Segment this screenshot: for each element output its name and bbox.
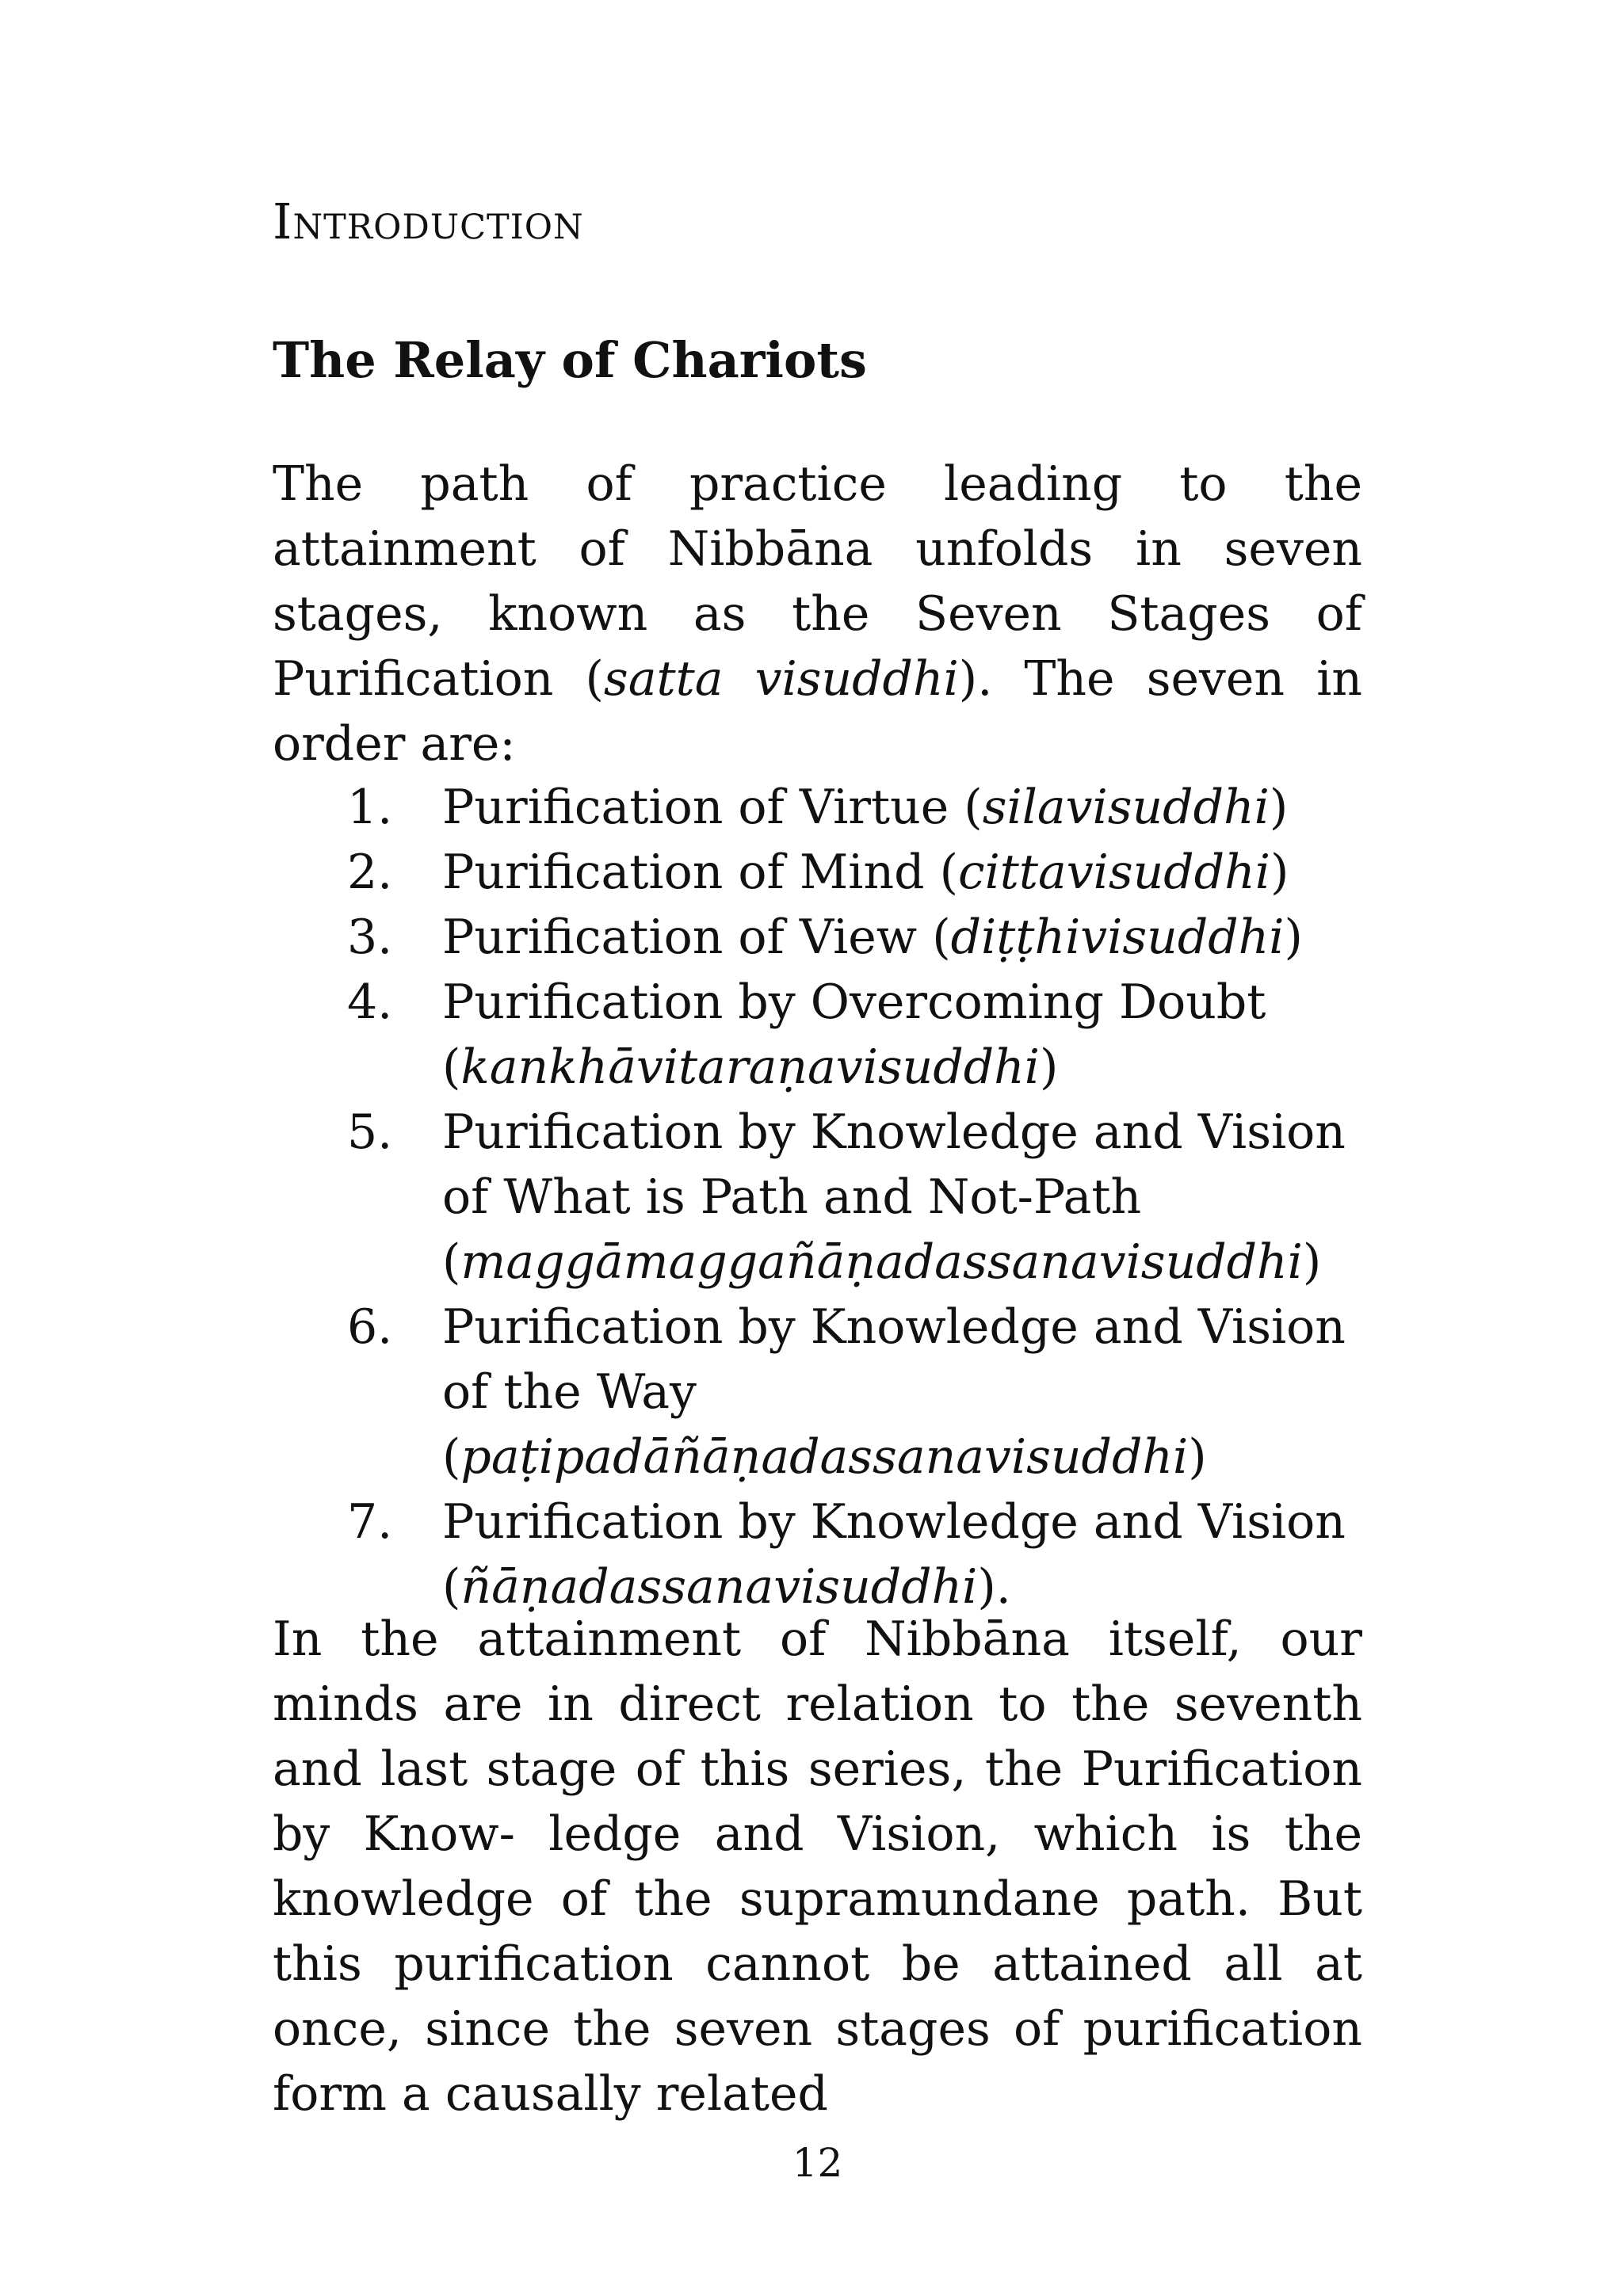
list-item-text: Purification by Knowledge and Vision ( — [442, 1494, 1346, 1615]
list-item-number: 6. — [347, 1299, 393, 1355]
list-item — [273, 905, 1362, 970]
list-item-term: diṭṭhivisuddhi — [950, 910, 1285, 965]
list-item-text: Purification by Knowledge and Vision of the Way ( — [442, 1299, 1346, 1485]
book-page — [273, 0, 1362, 2296]
list-item-term: paṭipadāñāṇadassanavisuddhi — [460, 1429, 1189, 1485]
list-item-term: cittavisuddhi — [957, 845, 1270, 900]
intro-paragraph — [273, 452, 1362, 776]
list-item-term: silavisuddhi — [982, 780, 1270, 835]
intro-text-a: The path of practice leading to the attainment of Nibbāna unfolds in seven stages, known as the Seven Stages of Purification ( — [273, 456, 1362, 707]
list-item-number: 4. — [347, 974, 393, 1030]
list-item — [273, 840, 1362, 905]
list-item — [273, 1100, 1362, 1295]
list-item-term: ñāṇadassanavisuddhi — [460, 1559, 978, 1615]
list-item-text: Purification of Virtue ( — [442, 780, 983, 835]
list-item-close: ) — [1269, 780, 1289, 835]
body-paragraph: In the attainment of Nibbāna itself, our minds are in direct relation to the seventh and last stage of this series, the Purification by Know- ledge and Vision, which is the knowledge of the supramundane path. But this purification cannot be attained all at once, since the seven stages of purification form a causally related — [273, 1611, 1362, 2122]
list-item-text: Purification by Overcoming Doubt ( — [442, 974, 1266, 1095]
intro-text-b: ). The seven in order are: — [273, 651, 1363, 772]
list-item-number: 2. — [347, 845, 393, 900]
list-item — [273, 775, 1362, 840]
list-item-number: 3. — [347, 910, 393, 965]
list-item — [273, 970, 1362, 1100]
page-number: 12 — [792, 2140, 843, 2186]
list-item — [273, 1489, 1362, 1619]
purification-list — [273, 775, 1362, 1619]
list-item-number: 7. — [347, 1494, 393, 1550]
list-item-close: ) — [1270, 845, 1289, 900]
list-item-term: maggāmaggañāṇadassanavisuddhi — [460, 1234, 1303, 1290]
list-item-close: ) — [1188, 1429, 1207, 1485]
list-item-close: ) — [1039, 1039, 1059, 1095]
list-item-term: kankhāvitaraṇavisuddhi — [460, 1039, 1040, 1095]
list-item-text: Purification of View ( — [442, 910, 951, 965]
list-item-close: ). — [977, 1559, 1011, 1615]
list-item-number: 1. — [347, 780, 393, 835]
list-item — [273, 1295, 1362, 1489]
list-item-text: Purification of Mind ( — [442, 845, 958, 900]
intro-term: satta visuddhi — [603, 651, 959, 707]
list-item-number: 5. — [347, 1104, 393, 1160]
chapter-title: The Relay of Chariots — [273, 331, 867, 389]
list-item-close: ) — [1284, 910, 1303, 965]
list-item-text: Purification by Knowledge and Vision of What is Path and Not-Path ( — [442, 1104, 1346, 1290]
section-label: Introduction — [273, 193, 584, 250]
list-item-close: ) — [1302, 1234, 1322, 1290]
